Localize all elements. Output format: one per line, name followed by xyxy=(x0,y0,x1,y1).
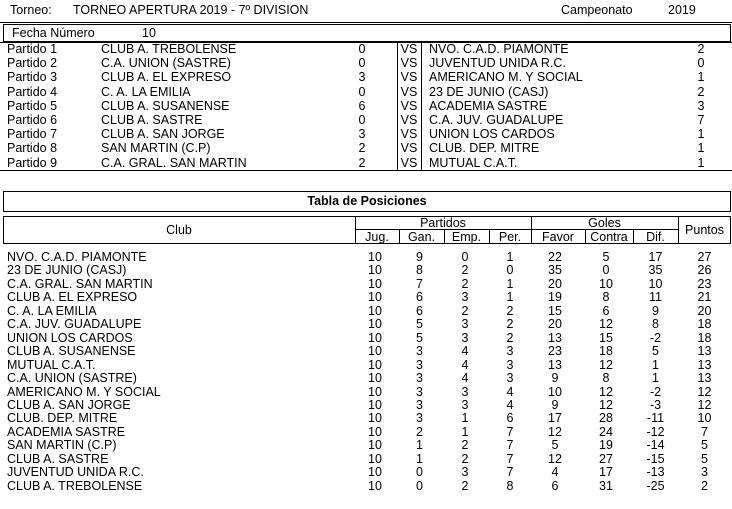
match-row xyxy=(0,127,732,141)
match-label: Partido 2 xyxy=(7,56,58,71)
match-away: AMERICANO M. Y SOCIAL xyxy=(429,70,583,85)
cell-favor: 4 xyxy=(551,465,559,480)
cell-jug: 10 xyxy=(368,424,382,439)
cell-per: 2 xyxy=(506,303,514,318)
match-home: C.A. UNION (SASTRE) xyxy=(101,56,231,71)
match-away: JUVENTUD UNIDA R.C. xyxy=(429,56,566,71)
cell-per: 3 xyxy=(506,371,514,386)
cell-club: SAN MARTIN (C.P) xyxy=(7,438,117,453)
cell-emp: 1 xyxy=(461,424,469,439)
standings-row xyxy=(0,345,732,359)
cell-pts: 3 xyxy=(701,465,708,480)
header-gan: Gan. xyxy=(407,230,436,244)
cell-pts: 26 xyxy=(697,263,712,278)
cell-emp: 2 xyxy=(461,303,469,318)
header-club: Club xyxy=(166,223,192,237)
match-away-score: 2 xyxy=(697,42,705,56)
match-home-score: 6 xyxy=(358,98,366,113)
match-vs: VS xyxy=(400,70,418,85)
header-dif: Dif. xyxy=(646,230,665,244)
cell-gan: 3 xyxy=(416,344,423,359)
match-away: CLUB. DEP. MITRE xyxy=(429,141,540,156)
cell-favor: 12 xyxy=(548,424,562,439)
match-home: C.A. GRAL. SAN MARTIN xyxy=(101,155,247,170)
cell-club: 23 DE JUNIO (CASJ) xyxy=(7,263,127,278)
cell-dif: 11 xyxy=(649,290,662,305)
cell-club: CLUB A. EL EXPRESO xyxy=(7,290,138,305)
cell-dif: -15 xyxy=(646,451,665,466)
match-row xyxy=(0,99,732,113)
match-home: CLUB A. TREBOLENSE xyxy=(101,42,237,56)
cell-contra: 28 xyxy=(599,411,613,426)
header-favor: Favor xyxy=(542,230,574,244)
cell-pts: 23 xyxy=(697,276,712,291)
match-away: UNION LOS CARDOS xyxy=(429,127,555,142)
fecha-number: 10 xyxy=(142,26,156,40)
vs-right-divider xyxy=(421,42,422,170)
cell-contra: 10 xyxy=(599,276,613,291)
cell-contra: 24 xyxy=(599,424,613,439)
cell-pts: 18 xyxy=(697,317,712,332)
match-away: MUTUAL C.A.T. xyxy=(429,155,518,170)
match-home-score: 0 xyxy=(358,42,366,56)
cell-jug: 10 xyxy=(368,384,382,399)
match-label: Partido 7 xyxy=(7,127,58,142)
match-away-score: 3 xyxy=(697,98,705,113)
match-label: Partido 5 xyxy=(7,98,58,113)
cell-per: 7 xyxy=(506,438,514,453)
match-row xyxy=(0,113,732,127)
cell-contra: 18 xyxy=(599,344,613,359)
cell-gan: 3 xyxy=(416,357,423,372)
match-home: SAN MARTIN (C.P) xyxy=(101,141,211,156)
match-vs: VS xyxy=(400,84,418,99)
cell-favor: 23 xyxy=(548,344,562,359)
match-home: CLUB A. EL EXPRESO xyxy=(101,70,232,85)
cell-club: NVO. C.A.D. PIAMONTE xyxy=(7,250,147,264)
cell-jug: 10 xyxy=(368,438,382,453)
cell-emp: 3 xyxy=(461,330,469,345)
cell-gan: 0 xyxy=(416,465,423,480)
header-goles: Goles xyxy=(588,216,621,230)
standings-row xyxy=(0,439,732,453)
cell-dif: -2 xyxy=(649,330,662,345)
match-away-score: 2 xyxy=(697,84,705,99)
cell-jug: 10 xyxy=(368,344,382,359)
match-row xyxy=(0,156,732,170)
standings-row xyxy=(0,291,732,305)
standings-row xyxy=(0,318,732,332)
cell-dif: 17 xyxy=(648,250,663,264)
cell-per: 8 xyxy=(506,478,514,493)
cell-gan: 0 xyxy=(416,478,423,493)
cell-per: 7 xyxy=(506,451,514,466)
cell-favor: 13 xyxy=(548,357,562,372)
cell-pts: 13 xyxy=(697,357,712,372)
cell-dif: -2 xyxy=(649,384,662,399)
match-vs: VS xyxy=(400,113,418,127)
cell-gan: 5 xyxy=(416,317,423,332)
cell-contra: 12 xyxy=(599,384,613,399)
cell-pts: 5 xyxy=(701,451,708,466)
cell-club: CLUB. DEP. MITRE xyxy=(7,411,118,426)
cell-dif: 1 xyxy=(652,371,659,386)
cell-per: 0 xyxy=(506,263,514,278)
match-away: 23 DE JUNIO (CASJ) xyxy=(429,84,549,99)
cell-emp: 4 xyxy=(461,371,469,386)
match-vs: VS xyxy=(400,98,418,113)
cell-pts: 2 xyxy=(701,478,708,493)
cell-jug: 10 xyxy=(368,330,382,345)
match-home-score: 0 xyxy=(358,56,366,71)
cell-dif: 9 xyxy=(652,303,659,318)
cell-favor: 20 xyxy=(548,276,562,291)
cell-club: CLUB A. TREBOLENSE xyxy=(7,478,143,493)
cell-emp: 4 xyxy=(461,344,469,359)
match-away: NVO. C.A.D. PIAMONTE xyxy=(429,42,569,56)
match-away: C.A. JUV. GUADALUPE xyxy=(429,113,564,127)
cell-emp: 2 xyxy=(461,451,469,466)
cell-per: 2 xyxy=(506,317,514,332)
campeonato-year: 2019 xyxy=(668,3,696,17)
cell-dif: 35 xyxy=(648,263,663,278)
cell-per: 2 xyxy=(506,330,514,345)
cell-emp: 2 xyxy=(461,478,469,493)
cell-jug: 10 xyxy=(368,465,382,480)
match-label: Partido 9 xyxy=(7,155,58,170)
cell-contra: 17 xyxy=(599,465,613,480)
cell-dif: -25 xyxy=(646,478,665,493)
cell-jug: 10 xyxy=(368,371,382,386)
standings-row xyxy=(0,412,732,426)
header-divider xyxy=(0,22,732,23)
match-row xyxy=(0,42,732,56)
match-home-score: 2 xyxy=(358,155,366,170)
match-home: CLUB A. SUSANENSE xyxy=(101,98,230,113)
match-row xyxy=(0,56,732,70)
cell-per: 3 xyxy=(506,344,514,359)
cell-contra: 27 xyxy=(599,451,613,466)
cell-jug: 10 xyxy=(368,451,382,466)
cell-contra: 12 xyxy=(599,317,613,332)
cell-gan: 8 xyxy=(416,263,423,278)
cell-gan: 7 xyxy=(416,276,423,291)
cell-contra: 5 xyxy=(602,250,610,264)
cell-per: 3 xyxy=(506,357,514,372)
match-home: C. A. LA EMILIA xyxy=(101,84,191,99)
cell-emp: 2 xyxy=(461,438,469,453)
match-label: Partido 6 xyxy=(7,113,58,127)
cell-club: JUVENTUD UNIDA R.C. xyxy=(7,465,144,480)
vs-left-divider xyxy=(397,42,398,170)
cell-per: 1 xyxy=(506,290,514,305)
cell-gan: 1 xyxy=(416,438,423,453)
cell-pts: 10 xyxy=(697,411,712,426)
cell-gan: 3 xyxy=(416,384,423,399)
cell-favor: 17 xyxy=(548,411,562,426)
cell-favor: 12 xyxy=(548,451,562,466)
cell-dif: -11 xyxy=(646,411,665,426)
cell-per: 4 xyxy=(506,397,514,412)
cell-emp: 0 xyxy=(461,250,469,264)
match-vs: VS xyxy=(400,56,418,71)
cell-gan: 3 xyxy=(416,411,423,426)
cell-pts: 13 xyxy=(697,371,712,386)
cell-favor: 9 xyxy=(551,397,559,412)
cell-jug: 10 xyxy=(368,263,382,278)
cell-dif: -14 xyxy=(646,438,665,453)
standings-title: Tabla de Posiciones xyxy=(307,194,427,208)
cell-dif: -3 xyxy=(649,397,662,412)
match-home-score: 0 xyxy=(358,84,366,99)
cell-contra: 8 xyxy=(602,290,610,305)
fecha-label: Fecha Número xyxy=(12,26,95,40)
cell-pts: 12 xyxy=(697,397,712,412)
cell-jug: 10 xyxy=(368,317,382,332)
cell-emp: 3 xyxy=(461,384,469,399)
standings-row xyxy=(0,372,732,386)
cell-jug: 10 xyxy=(368,303,382,318)
cell-jug: 10 xyxy=(368,397,382,412)
match-row xyxy=(0,70,732,84)
cell-club: ACADEMIA SASTRE xyxy=(7,424,126,439)
cell-contra: 0 xyxy=(602,263,610,278)
cell-gan: 3 xyxy=(416,371,423,386)
cell-favor: 22 xyxy=(548,250,562,264)
header-partidos: Partidos xyxy=(420,216,466,230)
cell-club: CLUB A. SUSANENSE xyxy=(7,344,136,359)
cell-favor: 10 xyxy=(548,384,562,399)
standings-row xyxy=(0,386,732,400)
match-row xyxy=(0,85,732,99)
match-home: CLUB A. SAN JORGE xyxy=(101,127,225,142)
cell-pts: 12 xyxy=(697,384,712,399)
cell-club: UNION LOS CARDOS xyxy=(7,330,133,345)
cell-pts: 13 xyxy=(697,344,712,359)
cell-emp: 1 xyxy=(461,411,469,426)
cell-gan: 2 xyxy=(416,424,423,439)
cell-pts: 5 xyxy=(701,438,708,453)
match-away-score: 1 xyxy=(697,70,705,85)
standings-row xyxy=(0,480,732,494)
cell-per: 7 xyxy=(506,465,514,480)
match-vs: VS xyxy=(400,155,418,170)
cell-pts: 27 xyxy=(697,250,712,264)
cell-contra: 12 xyxy=(599,357,613,372)
standings-row xyxy=(0,264,732,278)
cell-club: CLUB A. SAN JORGE xyxy=(7,397,131,412)
match-label: Partido 8 xyxy=(7,141,58,156)
cell-club: MUTUAL C.A.T. xyxy=(7,357,96,372)
cell-gan: 5 xyxy=(416,330,423,345)
cell-gan: 1 xyxy=(416,451,423,466)
cell-favor: 13 xyxy=(548,330,562,345)
cell-favor: 19 xyxy=(548,290,562,305)
fecha-box xyxy=(3,24,731,42)
cell-jug: 10 xyxy=(368,290,382,305)
torneo-name: TORNEO APERTURA 2019 - 7º DIVISION xyxy=(73,3,309,17)
cell-favor: 9 xyxy=(551,371,559,386)
cell-contra: 8 xyxy=(602,371,610,386)
match-away-score: 1 xyxy=(697,127,705,142)
cell-favor: 6 xyxy=(551,478,559,493)
match-home-score: 3 xyxy=(358,127,366,142)
cell-gan: 3 xyxy=(416,397,423,412)
cell-club: AMERICANO M. Y SOCIAL xyxy=(7,384,161,399)
cell-dif: 10 xyxy=(648,276,663,291)
cell-dif: -13 xyxy=(646,465,665,480)
cell-club: C.A. JUV. GUADALUPE xyxy=(7,317,142,332)
match-home-score: 3 xyxy=(358,70,366,85)
cell-club: C. A. LA EMILIA xyxy=(7,303,97,318)
cell-contra: 6 xyxy=(602,303,610,318)
cell-favor: 20 xyxy=(548,317,562,332)
match-away-score: 1 xyxy=(697,155,705,170)
cell-contra: 19 xyxy=(599,438,613,453)
header-puntos: Puntos xyxy=(685,223,724,237)
cell-contra: 31 xyxy=(599,478,613,493)
match-home-score: 2 xyxy=(358,141,366,156)
match-vs: VS xyxy=(400,42,418,56)
cell-club: CLUB A. SASTRE xyxy=(7,451,109,466)
cell-gan: 9 xyxy=(416,250,423,264)
standings-row xyxy=(0,466,732,480)
cell-emp: 3 xyxy=(461,290,469,305)
header-contra: Contra xyxy=(590,230,628,244)
cell-per: 4 xyxy=(506,384,514,399)
cell-favor: 5 xyxy=(551,438,559,453)
header-per: Per. xyxy=(498,230,522,244)
cell-jug: 10 xyxy=(368,276,382,291)
cell-gan: 6 xyxy=(416,303,423,318)
cell-emp: 4 xyxy=(461,357,469,372)
match-vs: VS xyxy=(400,141,418,156)
cell-club: C.A. UNION (SASTRE) xyxy=(7,371,137,386)
cell-jug: 10 xyxy=(368,411,382,426)
cell-per: 6 xyxy=(506,411,514,426)
cell-pts: 7 xyxy=(701,424,708,439)
cell-dif: 8 xyxy=(652,317,659,332)
header-emp: Emp. xyxy=(451,230,482,244)
cell-favor: 15 xyxy=(548,303,562,318)
cell-emp: 2 xyxy=(461,276,469,291)
cell-pts: 21 xyxy=(697,290,712,305)
match-away: ACADEMIA SASTRE xyxy=(429,98,548,113)
cell-emp: 3 xyxy=(461,397,469,412)
cell-favor: 35 xyxy=(548,263,562,278)
match-label: Partido 4 xyxy=(7,84,58,99)
cell-per: 7 xyxy=(506,424,514,439)
cell-emp: 3 xyxy=(461,317,469,332)
cell-dif: -12 xyxy=(646,424,665,439)
cell-gan: 6 xyxy=(416,290,423,305)
match-label: Partido 1 xyxy=(7,42,58,56)
match-away-score: 0 xyxy=(697,56,705,71)
cell-dif: 5 xyxy=(652,344,659,359)
match-home-score: 0 xyxy=(358,113,366,127)
match-label: Partido 3 xyxy=(7,70,58,85)
campeonato-label: Campeonato xyxy=(561,3,633,17)
cell-contra: 12 xyxy=(599,397,613,412)
cell-emp: 2 xyxy=(461,263,469,278)
cell-club: C.A. GRAL. SAN MARTIN xyxy=(7,276,153,291)
cell-per: 1 xyxy=(506,250,514,264)
cell-pts: 18 xyxy=(697,330,712,345)
match-away-score: 7 xyxy=(697,113,705,127)
match-vs: VS xyxy=(400,127,418,142)
match-away-score: 1 xyxy=(697,141,705,156)
torneo-label: Torneo: xyxy=(10,3,52,17)
cell-jug: 10 xyxy=(368,357,382,372)
match-home: CLUB A. SASTRE xyxy=(101,113,203,127)
match-row xyxy=(0,141,732,155)
cell-contra: 15 xyxy=(599,330,613,345)
cell-emp: 3 xyxy=(461,465,469,480)
cell-jug: 10 xyxy=(368,478,382,493)
cell-pts: 20 xyxy=(697,303,712,318)
header-jug: Jug. xyxy=(365,230,389,244)
cell-per: 1 xyxy=(506,276,514,291)
matches-bottom-line xyxy=(0,170,732,171)
cell-jug: 10 xyxy=(368,250,382,264)
cell-dif: 1 xyxy=(652,357,659,372)
